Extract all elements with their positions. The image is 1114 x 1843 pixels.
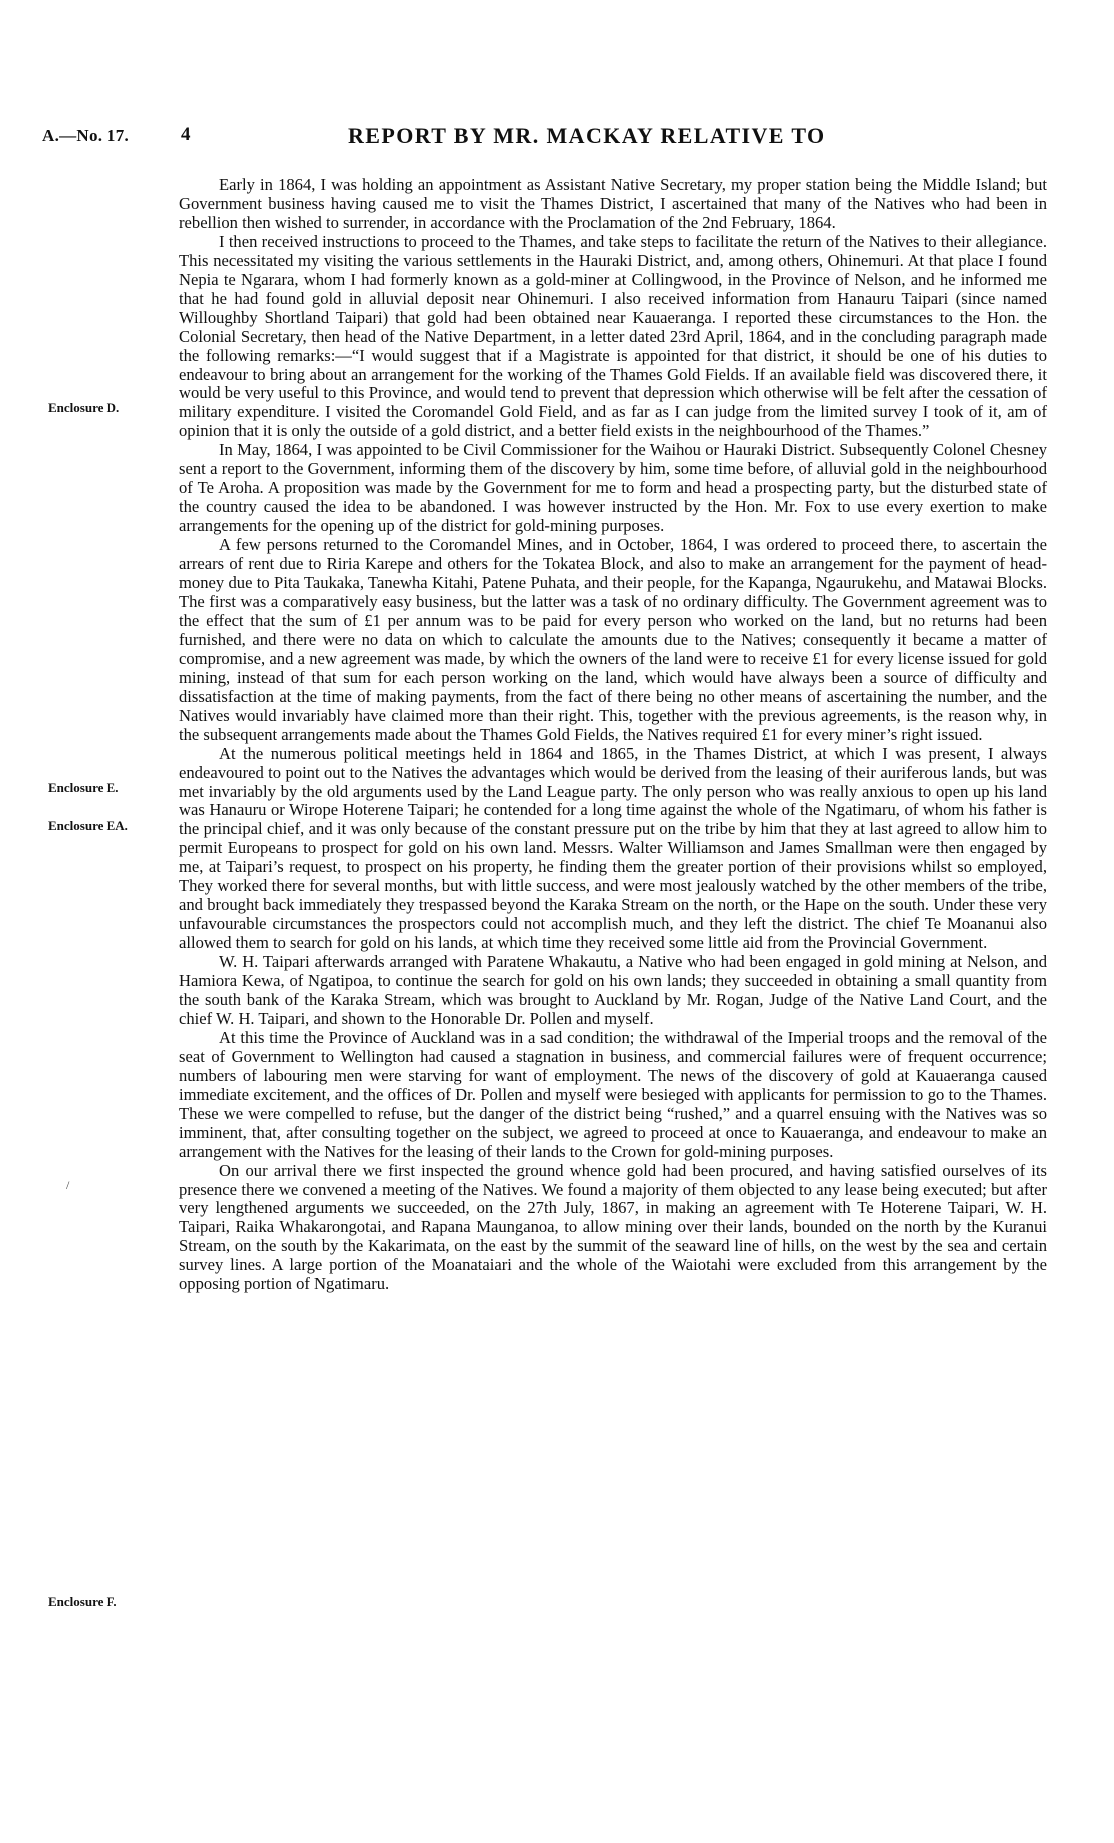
page-number: 4 <box>181 124 191 145</box>
margin-tick-mark: / <box>66 1178 70 1192</box>
paragraph: At the numerous political meetings held in 1864 and 1865, in the Thames District, at which I was present, I always endeavoured to point out to the Natives the advantages which would be derived from the leasing of their auriferous lands, but was met invariably by the old arguments used by the Land League party. The only person who was really anxious to open up his land was Hanauru or Wirope Hoterene Taipari; he contended for a long time against the whole of the Ngatimaru, of whom his father is the principal chief, and it was only because of the constant pressure put on the tribe by him that they at last agreed to allow him to permit Europeans to prospect for gold on his own land. Messrs. Walter Williamson and James Smallman were then engaged by me, at Taipari’s request, to prospect on his property, he finding them the greater portion of their provisions whilst so employed, They worked there for several months, but with little success, and were most jealously watched by the other members of the tribe, and brought back immediately they trespassed beyond the Karaka Stream on the north, or the Hape on the south. Under these very unfavourable circumstances the prospectors could not accomplish much, and they left the district. The chief Te Moananui also allowed them to search for gold on his lands, at which time they received some little aid from the Provincial Government. <box>179 743 1047 953</box>
running-title: REPORT BY MR. MACKAY RELATIVE TO <box>348 123 826 148</box>
margin-note-enclosure-f: Enclosure F. <box>48 1594 117 1609</box>
document-reference: A.—No. 17. <box>42 126 130 145</box>
paragraph: On our arrival there we first inspected the ground whence gold had been procured, and having satisfied ourselves of its presence there we convened a meeting of the Natives. We found a majority of them objected to any lease being executed; but after very lengthened arguments we succeeded, on the 27th July, 1867, in making an agreement with Te Hoterene Taipari, W. H. Taipari, Raika Whakarongotai, and Rapana Maunganoa, to allow mining over their lands, bounded on the north by the Kuranui Stream, on the south by the Kakarimata, on the east by the summit of the seaward line of hills, on the west by the sea and certain survey lines. A large portion of the Moanataiari and the whole of the Waiotahi were excluded from this arrangement by the opposing portion of Ngatimaru. <box>179 1160 1047 1294</box>
paragraph: W. H. Taipari afterwards arranged with Paratene Whakautu, a Native who had been engaged in gold mining at Nelson, and Hamiora Kewa, of Ngatipoa, to continue the search for gold on his own lands; they succeeded in obtaining a small quantity from the south bank of the Karaka Stream, which was brought to Auckland by Mr. Rogan, Judge of the Native Land Court, and the chief W. H. Taipari, and shown to the Honorable Dr. Pollen and myself. <box>179 952 1047 1028</box>
paragraph: In May, 1864, I was appointed to be Civil Commissioner for the Waihou or Hauraki District. Subsequently Colonel Chesney sent a report to the Government, informing them of the discovery by him, some time before, of alluvial gold in the neighbourhood of Te Aroha. A proposition was made by the Government for me to form and head a prospecting party, but the disturbed state of the country caused the idea to be abandoned. I was however instructed by the Hon. Mr. Fox to use every exertion to make arrangements for the opening up of the district for gold-mining purposes. <box>179 440 1047 536</box>
paragraph: Early in 1864, I was holding an appointment as Assistant Native Secretary, my proper station being the Middle Island; but Government business having caused me to visit the Thames District, I ascertained that many of the Natives who had been in rebellion then wished to surrender, in accordance with the Proclamation of the 2nd February, 1864. <box>179 175 1047 232</box>
paragraph: A few persons returned to the Coromandel Mines, and in October, 1864, I was ordered to proceed there, to ascertain the arrears of rent due to Riria Karepe and others for the Tokatea Block, and also to make an arrangement for the payment of head-money due to Pita Taukaka, Tanewha Kitahi, Patene Puhata, and their people, for the Kapanga, Ngaurukehu, and Matawai Blocks. The first was a comparatively easy business, but the latter was a task of no ordinary difficulty. The Government agreement was to the effect that the sum of £1 per annum was to be paid for every person who worked on the land, but no returns had been furnished, and there were no data on which to calculate the amounts due to the Natives; consequently it became a matter of compromise, and a new agreement was made, by which the owners of the land were to receive £1 for every license issued for gold mining, instead of that sum for each person working on the land, which would have always been a source of difficulty and dissatisfaction at the time of making payments, from the fact of there being no other means of ascertaining the number, and the Natives would invariably have claimed more than their right. This, together with the previous agreements, is the reason why, in the subsequent arrangements made about the Thames Gold Fields, the Natives required £1 for every miner’s right issued. <box>179 535 1047 744</box>
margin-note-enclosure-d: Enclosure D. <box>48 400 120 415</box>
margin-note-enclosure-e: Enclosure E. <box>48 780 119 795</box>
report-body <box>179 176 1047 1294</box>
margin-note-enclosure-ea: Enclosure EA. <box>48 818 128 833</box>
paragraph: I then received instructions to proceed to the Thames, and take steps to facilitate the return of the Natives to their allegiance. This necessitated my visiting the various settlements in the Hauraki District, and, among others, Ohinemuri. At that place I found Nepia te Ngarara, whom I had formerly known as a gold-miner at Collingwood, in the Province of Nelson, and he informed me that he had found gold in alluvial deposit near Ohinemuri. I also received information from Hanauru Taipari (since named Willoughby Shortland Taipari) that gold had been obtained near Kauaeranga. I reported these circumstances to the Hon. the Colonial Secretary, then head of the Native Department, in a letter dated 23rd April, 1864, and in the concluding paragraph made the following remarks:—“I would suggest that if a Magistrate is appointed for that district, it should be one of his duties to endeavour to bring about an arrangement for the working of the Thames Gold Fields. If an available field was discovered there, it would be very useful to this Province, and would tend to prevent that depression which otherwise will be felt after the cessation of military expenditure. I visited the Coromandel Gold Field, and as far as I can judge from the limited survey I took of it, am of opinion that it is only the outside of a gold district, and a better field exists in the neighbourhood of the Thames.” <box>179 231 1047 441</box>
paragraph: At this time the Province of Auckland was in a sad condition; the withdrawal of the Imperial troops and the removal of the seat of Government to Wellington had caused a stagnation in business, and commercial failures were of frequent occurrence; numbers of labouring men were starving for want of employment. The news of the discovery of gold at Kauaeranga caused immediate excitement, and the offices of Dr. Pollen and myself were besieged with applicants for permission to go to the Thames. These we were compelled to refuse, but the danger of the district being “rushed,” and a quarrel ensuing with the Natives was so imminent, that, after consulting together on the subject, we agreed to proceed at once to Kauaeranga, and endeavour to make an arrangement with the Natives for the leasing of their lands to the Crown for gold-mining purposes. <box>179 1027 1047 1161</box>
